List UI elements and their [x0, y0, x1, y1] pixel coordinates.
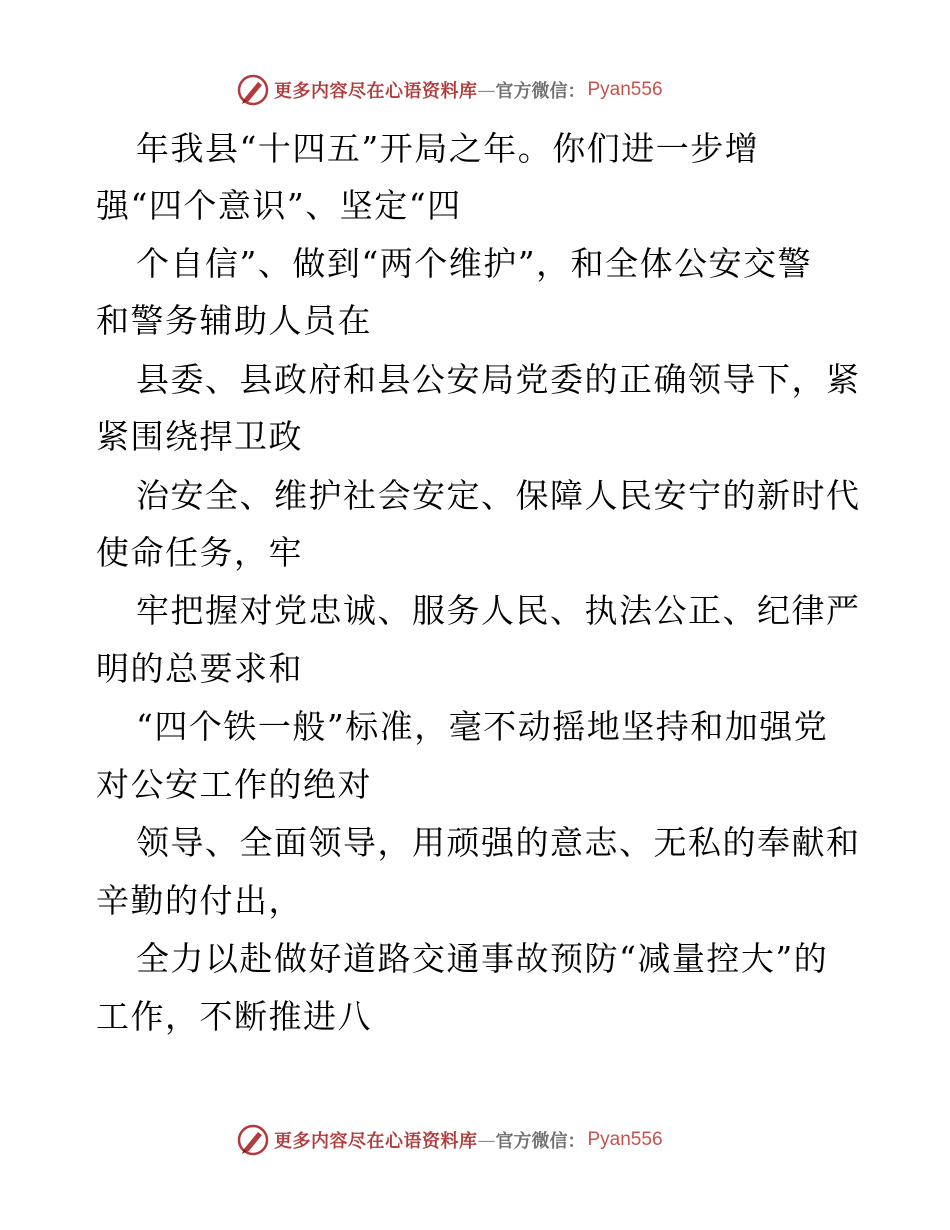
body-line-3: 个自信”、做到“两个维护”，和全体公安交警	[136, 244, 813, 283]
body-line-16: 工作，不断推进八	[96, 997, 372, 1036]
body-line-7: 治安全、维护社会安定、保障人民安宁的新时代	[136, 476, 861, 515]
body-line-2: 强“四个意识”、坚定“四	[96, 186, 462, 225]
header-banner-separator: —	[477, 79, 496, 101]
body-line-6: 紧围绕捍卫政	[96, 417, 303, 456]
footer-wechat-id: Pyan556	[587, 1129, 663, 1150]
body-line-14: 辛勤的付出，	[96, 881, 303, 920]
body-line-15: 全力以赴做好道路交通事故预防“减量控大”的	[136, 939, 829, 978]
header-banner-label: 官方微信：	[495, 81, 586, 102]
body-line-4: 和警务辅助人员在	[96, 301, 372, 340]
pen-logo-icon	[236, 1123, 270, 1157]
header-wechat-id: Pyan556	[587, 79, 663, 100]
pen-logo-icon	[236, 73, 270, 107]
footer-banner-text: 更多内容尽在心语资料库	[274, 1131, 478, 1152]
body-line-1: 年我县“十四五”开局之年。你们进一步增	[136, 129, 760, 168]
footer-banner[interactable]	[236, 1120, 663, 1160]
header-banner-text: 更多内容尽在心语资料库	[274, 81, 478, 102]
footer-banner-label: 官方微信：	[495, 1131, 586, 1152]
body-line-5: 县委、县政府和县公安局党委的正确领导下，紧	[136, 360, 861, 399]
body-line-12: 对公安工作的绝对	[96, 765, 372, 804]
body-line-10: 明的总要求和	[96, 649, 303, 688]
body-line-11: “四个铁一般”标准，毫不动摇地坚持和加强党	[136, 707, 829, 746]
body-line-13: 领导、全面领导，用顽强的意志、无私的奉献和	[136, 823, 861, 862]
body-line-9: 牢把握对党忠诚、服务人民、执法公正、纪律严	[136, 591, 861, 630]
body-line-8: 使命任务，牢	[96, 533, 303, 572]
footer-banner-separator: —	[477, 1129, 496, 1151]
header-banner[interactable]	[236, 70, 663, 110]
